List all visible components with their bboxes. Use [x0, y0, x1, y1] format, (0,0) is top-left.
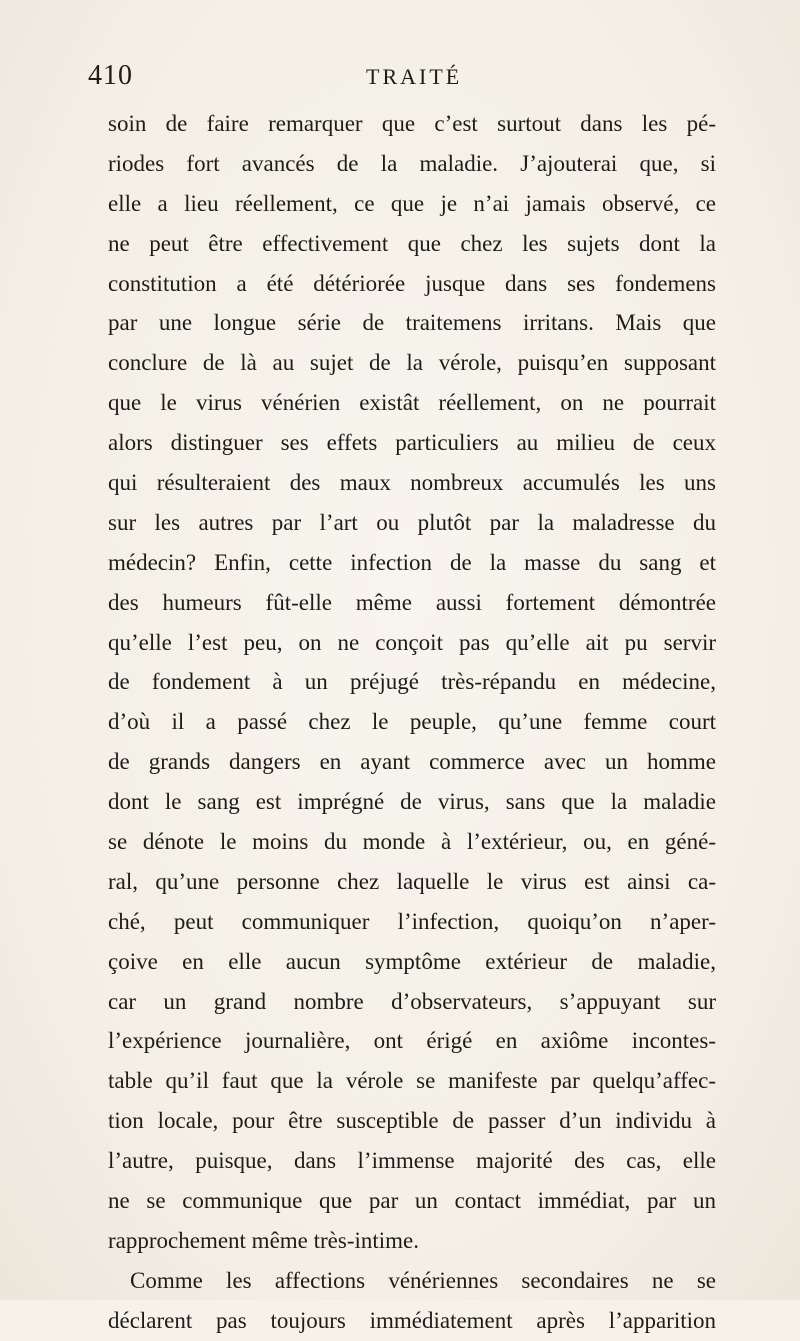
text-line-20: ral, qu’une personne chez laquelle le virus est ainsi ca- — [108, 868, 716, 894]
text-line-17: de grands dangers en ayant commerce avec un homme — [108, 749, 716, 775]
text-line-24: l’expérience journalière, ont érigé en axiôme incontes- — [108, 1028, 716, 1054]
text-line-25: table qu’il faut que la vérole se manifeste par quelqu’affec- — [108, 1068, 716, 1094]
text-line-15: de fondement à un préjugé très-répandu en médecine, — [108, 669, 716, 695]
page-number: 410 — [88, 60, 133, 91]
text-line-16: d’où il a passé chez le peuple, qu’une femme court — [108, 709, 716, 735]
text-line-7: conclure de là au sujet de la vérole, puisqu’en supposant — [108, 350, 716, 376]
text-line-19: se dénote le moins du monde à l’extérieur, ou, en géné- — [108, 829, 716, 855]
text-line-21: ché, peut communiquer l’infection, quoiqu’on n’aper- — [108, 908, 716, 934]
text-line-3: elle a lieu réellement, ce que je n’ai jamais observé, ce — [108, 190, 716, 216]
text-line-22: çoive en elle aucun symptôme extérieur de maladie, — [108, 948, 716, 974]
text-line-31: déclarent pas toujours immédiatement après l’apparition — [108, 1307, 716, 1333]
text-line-13: des humeurs fût-elle même aussi fortement démontrée — [108, 589, 716, 615]
page-header — [88, 60, 712, 100]
text-line-27: l’autre, puisque, dans l’immense majorité des cas, elle — [108, 1148, 716, 1174]
text-line-2: riodes fort avancés de la maladie. J’ajouterai que, si — [108, 150, 716, 176]
text-line-8: que le virus vénérien existât réellement, on ne pourrait — [108, 390, 716, 416]
text-line-29: rapprochement même très-intime. — [108, 1227, 420, 1253]
body-text — [108, 104, 716, 1341]
text-line-28: ne se communique que par un contact immédiat, par un — [108, 1188, 716, 1214]
text-line-4: ne peut être effectivement que chez les sujets dont la — [108, 230, 716, 256]
text-line-6: par une longue série de traitemens irritans. Mais que — [108, 310, 716, 336]
text-line-10: qui résulteraient des maux nombreux accumulés les uns — [108, 470, 716, 496]
text-line-9: alors distinguer ses effets particuliers au milieu de ceux — [108, 430, 716, 456]
text-line-23: car un grand nombre d’observateurs, s’appuyant sur — [108, 988, 716, 1014]
running-title: TRAITÉ — [366, 64, 463, 89]
text-line-18: dont le sang est imprégné de virus, sans que la maladie — [108, 789, 716, 815]
text-line-14: qu’elle l’est peu, on ne conçoit pas qu’elle ait pu servir — [108, 629, 716, 655]
text-line-26: tion locale, pour être susceptible de passer d’un individu à — [108, 1108, 716, 1134]
text-line-30: Comme les affections vénériennes secondaires ne se — [130, 1267, 716, 1293]
text-line-11: sur les autres par l’art ou plutôt par la maladresse du — [108, 509, 716, 535]
text-line-12: médecin? Enfin, cette infection de la masse du sang et — [108, 549, 716, 575]
text-line-5: constitution a été détériorée jusque dans ses fondemens — [108, 270, 716, 296]
text-line-1: soin de faire remarquer que c’est surtout dans les pé- — [108, 111, 716, 136]
